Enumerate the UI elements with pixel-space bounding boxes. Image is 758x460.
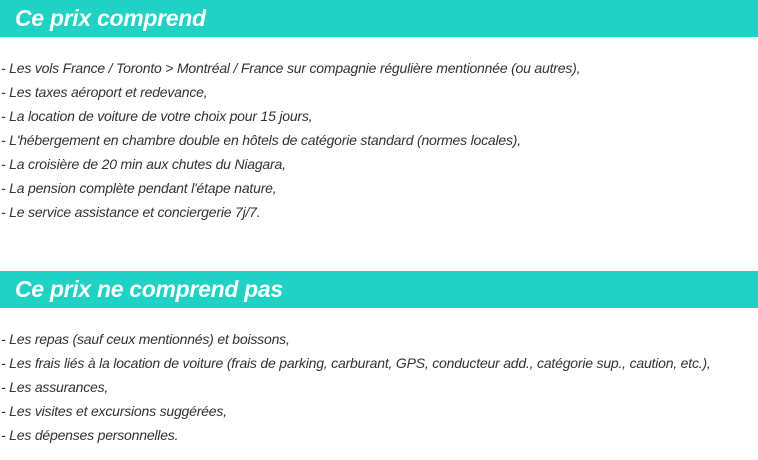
included-header-band: [0, 0, 758, 37]
included-item: - La location de voiture de votre choix pour 15 jours,: [1, 108, 313, 124]
included-item: - Les vols France / Toronto > Montréal / France sur compagnie régulière mentionnée (ou autres),: [1, 60, 581, 76]
excluded-item: - Les frais liés à la location de voiture (frais de parking, carburant, GPS, conducteur add., catégorie sup., caution, etc.),: [1, 355, 711, 371]
excluded-item: - Les assurances,: [1, 379, 109, 395]
included-title: Ce prix comprend: [15, 5, 206, 31]
included-item: - Les taxes aéroport et redevance,: [1, 84, 208, 100]
excluded-header-band: [0, 271, 758, 308]
included-item: - La croisière de 20 min aux chutes du Niagara,: [1, 156, 286, 172]
included-item: - La pension complète pendant l'étape nature,: [1, 180, 277, 196]
included-item: - L'hébergement en chambre double en hôtels de catégorie standard (normes locales),: [1, 132, 521, 148]
excluded-item: - Les repas (sauf ceux mentionnés) et boissons,: [1, 331, 290, 347]
included-item: - Le service assistance et conciergerie 7j/7.: [1, 204, 261, 220]
included-section: [0, 0, 758, 220]
excluded-item: - Les visites et excursions suggérées,: [1, 403, 227, 419]
excluded-item: - Les dépenses personnelles.: [1, 427, 179, 443]
excluded-section: [0, 271, 758, 443]
included-list: [1, 56, 580, 224]
excluded-list: [1, 327, 711, 447]
excluded-title: Ce prix ne comprend pas: [15, 276, 283, 302]
